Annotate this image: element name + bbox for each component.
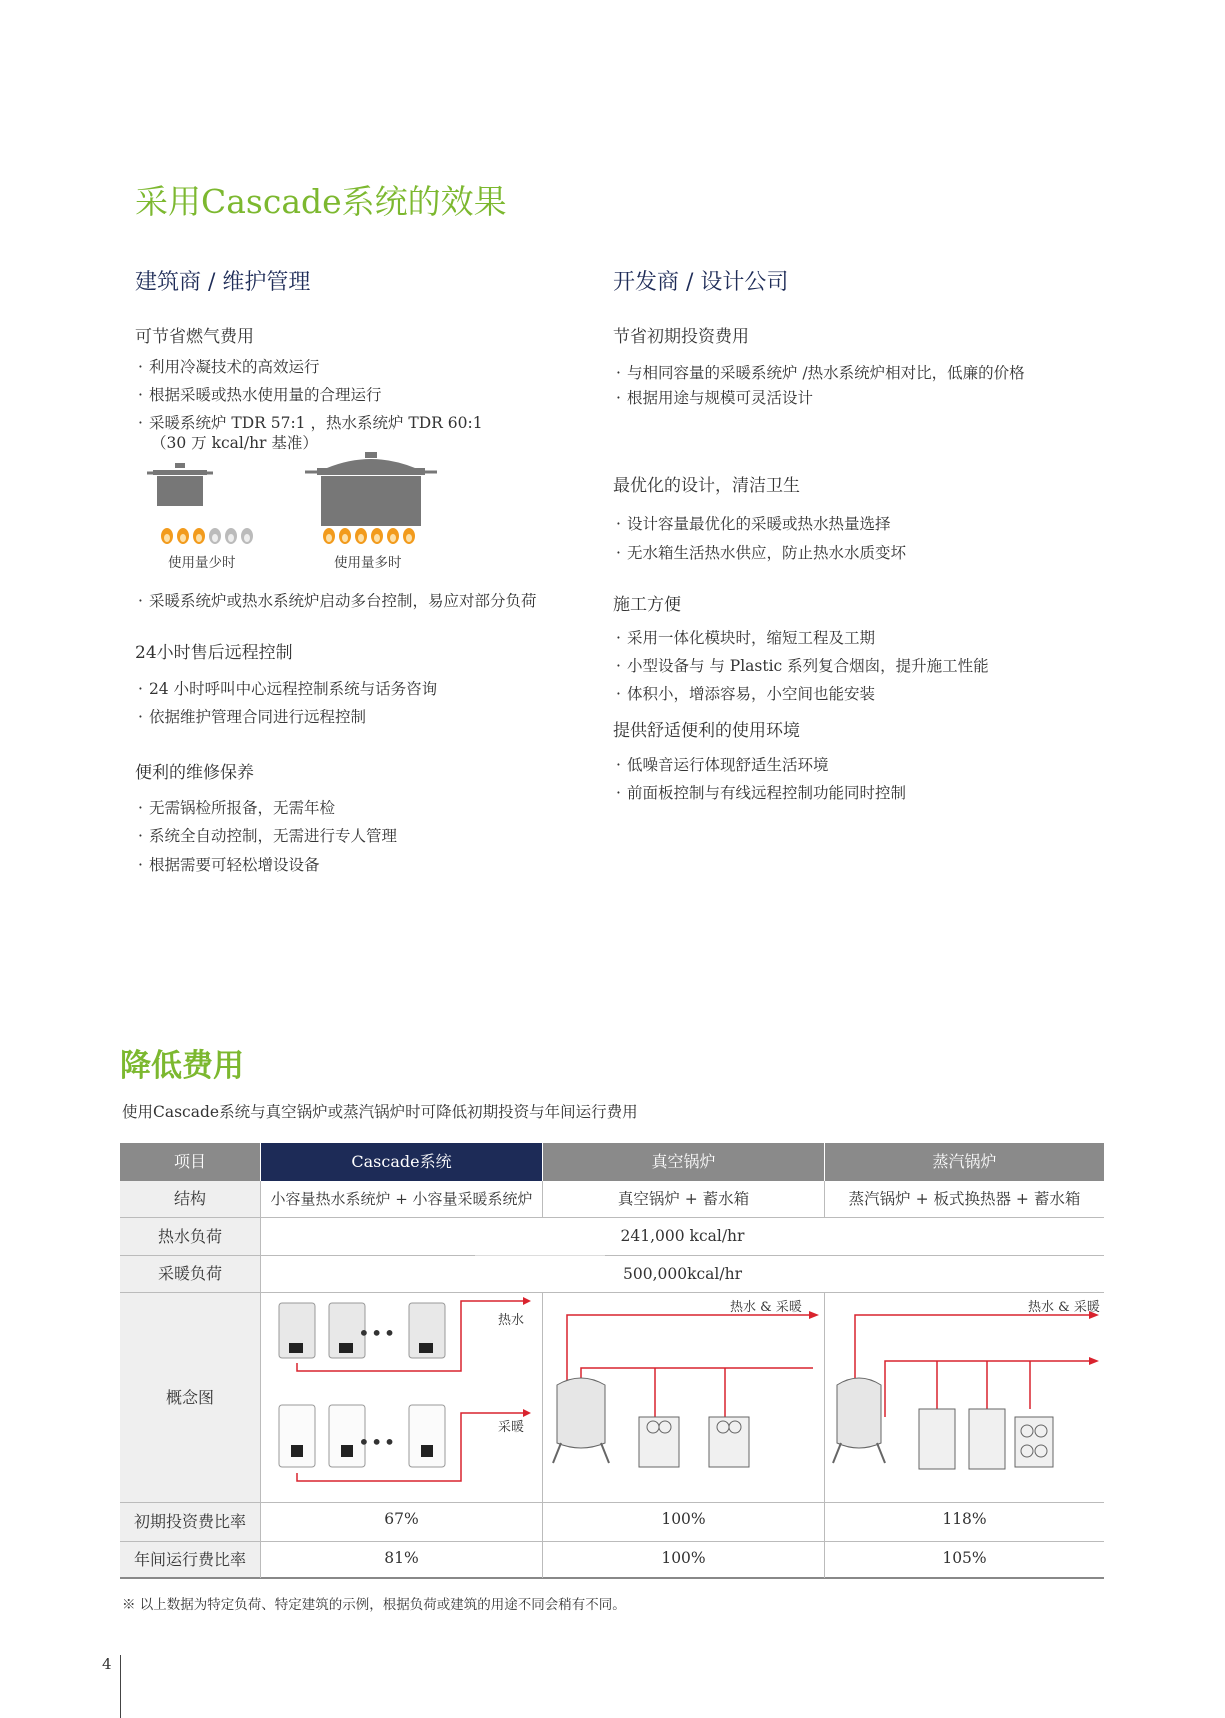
table-header-item: 项目 bbox=[120, 1143, 260, 1181]
small-usage-caption: 使用量少时 bbox=[168, 555, 236, 571]
list-item: · 24 小时呼叫中心远程控制系统与话务咨询 bbox=[138, 680, 438, 698]
footnote: ※ 以上数据为特定负荷、特定建筑的示例，根据负荷或建筑的用途不同会稍有不同。 bbox=[122, 1597, 626, 1613]
steam-tank-icon bbox=[833, 1378, 885, 1463]
list-item: · 体积小，增添容易，小空间也能安装 bbox=[616, 685, 875, 703]
left-sec1-title: 可节省燃气费用 bbox=[135, 327, 254, 347]
heat-exchanger-icon bbox=[1015, 1417, 1053, 1467]
list-item: · 无水箱生活热水供应，防止热水水质变坏 bbox=[616, 544, 906, 562]
vacuum-boiler-icon bbox=[639, 1417, 749, 1467]
list-item: · 前面板控制与有线远程控制功能同时控制 bbox=[616, 784, 906, 802]
right-sec3-title: 施工方便 bbox=[613, 595, 681, 615]
steam-boiler-icon bbox=[919, 1409, 1005, 1469]
vacuum-output-label: 热水 & 采暖 bbox=[730, 1300, 802, 1315]
list-item: · 根据用途与规模可灵活设计 bbox=[616, 389, 813, 407]
vacuum-concept-diagram bbox=[543, 1293, 824, 1502]
invest-vacuum: 100% bbox=[661, 1510, 706, 1528]
list-item: · 采用一体化模块时，缩短工程及工期 bbox=[616, 629, 875, 647]
ellipsis-top: ••• bbox=[358, 1321, 397, 1345]
running-steam: 105% bbox=[942, 1549, 987, 1567]
table-header-vacuum: 真空锅炉 bbox=[543, 1143, 824, 1181]
list-item: · 设计容量最优化的采暖或热水热量选择 bbox=[616, 515, 891, 533]
running-cascade: 81% bbox=[384, 1549, 419, 1567]
right-column-heading: 开发商 / 设计公司 bbox=[613, 270, 789, 295]
page-number: 4 bbox=[102, 1655, 112, 1673]
structure-steam: 蒸汽锅炉 + 板式换热器 + 蓄水箱 bbox=[848, 1190, 1081, 1208]
invest-cascade: 67% bbox=[384, 1510, 419, 1528]
row-label-concept: 概念图 bbox=[120, 1293, 260, 1502]
heating-output-label: 采暖 bbox=[498, 1420, 525, 1435]
comparison-table bbox=[120, 1143, 1104, 1578]
structure-cascade: 小容量热水系统炉 + 小容量采暖系统炉 bbox=[270, 1190, 533, 1208]
left-column-heading: 建筑商 / 维护管理 bbox=[135, 270, 311, 295]
list-item: · 采暖系统炉 TDR 57:1 ，热水系统炉 TDR 60:1 bbox=[138, 414, 483, 432]
list-item: · 采暖系统炉或热水系统炉启动多台控制，易应对部分负荷 bbox=[138, 592, 537, 610]
page-divider bbox=[120, 1655, 121, 1718]
right-sec4-title: 提供舒适便利的使用环境 bbox=[613, 721, 800, 741]
structure-vacuum: 真空锅炉 + 蓄水箱 bbox=[617, 1190, 750, 1208]
steam-concept-diagram bbox=[825, 1293, 1104, 1502]
row-label-heating: 采暖负荷 bbox=[120, 1256, 260, 1292]
running-vacuum: 100% bbox=[661, 1549, 706, 1567]
list-item-note: （30 万 kcal/hr 基准） bbox=[151, 434, 318, 452]
table-header-steam: 蒸汽锅炉 bbox=[825, 1143, 1104, 1181]
right-sec1-title: 节省初期投资费用 bbox=[613, 327, 749, 347]
right-sec2-title: 最优化的设计，清洁卫生 bbox=[613, 476, 800, 496]
list-item: · 系统全自动控制，无需进行专人管理 bbox=[138, 827, 397, 845]
list-item: · 低噪音运行体现舒适生活环境 bbox=[616, 756, 829, 774]
large-pot-icon bbox=[305, 452, 437, 526]
left-sec2-title: 24小时售后远程控制 bbox=[135, 643, 293, 663]
flame-icons-large bbox=[323, 528, 415, 544]
row-label-structure: 结构 bbox=[120, 1181, 260, 1217]
row-label-invest: 初期投资费比率 bbox=[120, 1503, 260, 1541]
row-label-running: 年间运行费比率 bbox=[120, 1542, 260, 1578]
list-item: · 根据需要可轻松增设设备 bbox=[138, 856, 320, 874]
left-sec3-title: 便利的维修保养 bbox=[135, 763, 254, 783]
invest-steam: 118% bbox=[942, 1510, 987, 1528]
list-item: · 与相同容量的采暖系统炉 /热水系统炉相对比，低廉的价格 bbox=[616, 364, 1025, 382]
heating-load: 500,000kcal/hr bbox=[623, 1265, 742, 1283]
list-item: · 小型设备与 与 Plastic 系列复合烟囱，提升施工性能 bbox=[616, 657, 989, 675]
hot-water-output-label: 热水 bbox=[498, 1313, 525, 1328]
page-title: 采用Cascade系统的效果 bbox=[135, 182, 507, 221]
hot-water-load: 241,000 kcal/hr bbox=[620, 1227, 745, 1245]
small-pot-icon bbox=[147, 463, 213, 506]
ellipsis-bottom: ••• bbox=[358, 1430, 397, 1454]
flame-icons-small bbox=[161, 528, 253, 544]
list-item: · 根据采暖或热水使用量的合理运行 bbox=[138, 386, 382, 404]
row-label-hot-water: 热水负荷 bbox=[120, 1218, 260, 1255]
table-header-cascade: Cascade系统 bbox=[261, 1143, 542, 1181]
cost-intro: 使用Cascade系统与真空锅炉或蒸汽锅炉时可降低初期投资与年间运行费用 bbox=[122, 1103, 638, 1121]
cost-heading: 降低费用 bbox=[120, 1048, 244, 1084]
steam-output-label: 热水 & 采暖 bbox=[1028, 1300, 1100, 1315]
large-usage-caption: 使用量多时 bbox=[334, 555, 402, 571]
list-item: · 依据维护管理合同进行远程控制 bbox=[138, 708, 366, 726]
list-item: · 利用冷凝技术的高效运行 bbox=[138, 358, 320, 376]
storage-tank-icon bbox=[553, 1378, 609, 1463]
list-item: · 无需锅检所报备，无需年检 bbox=[138, 799, 335, 817]
